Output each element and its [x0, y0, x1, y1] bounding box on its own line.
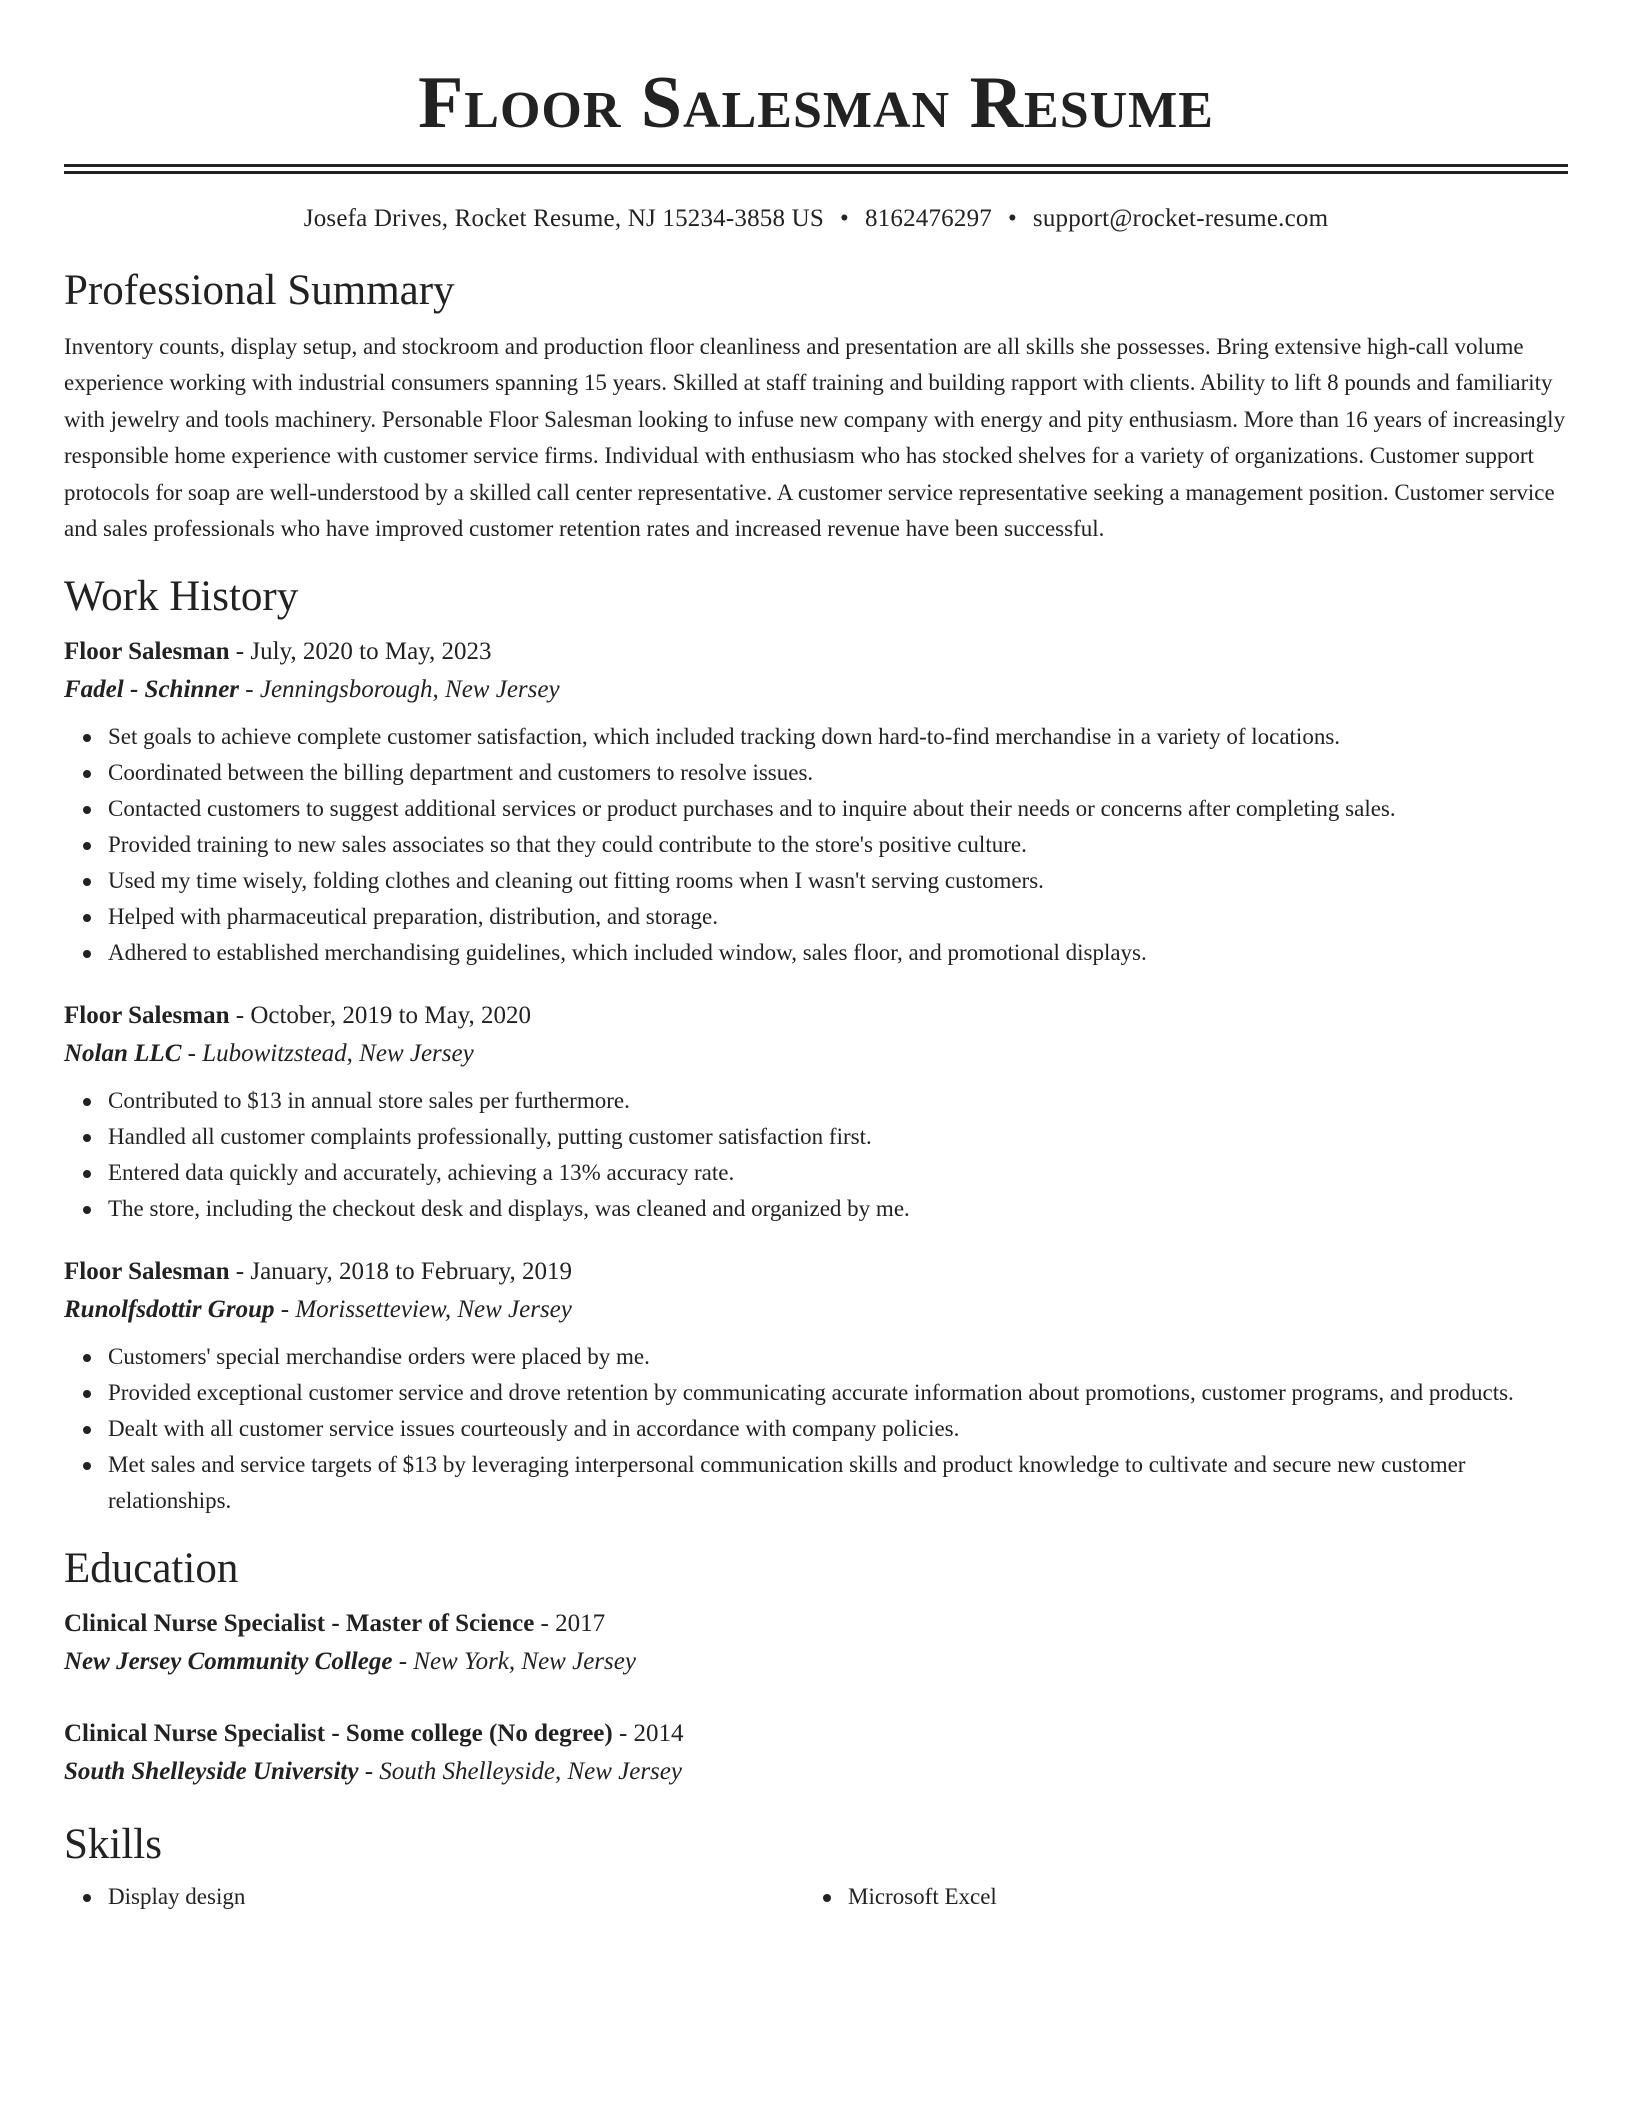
degree-line	[64, 1605, 1568, 1643]
list-item: Coordinated between the billing department and customers to resolve issues.	[108, 755, 1568, 791]
job-title-line	[64, 997, 1568, 1035]
contact-address: Josefa Drives, Rocket Resume, NJ 15234-3858 US	[303, 205, 825, 232]
job-title: Floor Salesman	[64, 1002, 230, 1030]
job-duties-list	[64, 1083, 1568, 1227]
job-dates: - July, 2020 to May, 2023	[229, 638, 492, 666]
job-location: - Morissetteview, New Jersey	[274, 1296, 572, 1324]
education-entry	[64, 1605, 1568, 1681]
degree-name: Clinical Nurse Specialist - Master of Science	[64, 1610, 535, 1638]
job-location: - Jenningsborough, New Jersey	[239, 676, 560, 704]
job-entry	[64, 633, 1568, 971]
skills-section	[64, 1817, 1568, 1915]
degree-name: Clinical Nurse Specialist - Some college (No degree)	[64, 1720, 613, 1748]
skills-grid	[64, 1879, 1568, 1915]
skills-list-left	[64, 1879, 804, 1915]
job-company-line	[64, 671, 1568, 709]
job-company: Runolfsdottir Group	[64, 1296, 275, 1324]
school-location: - South Shelleyside, New Jersey	[358, 1758, 682, 1786]
list-item: Used my time wisely, folding clothes and cleaning out fitting rooms when I wasn't serving customers.	[108, 863, 1568, 899]
job-company: Fadel - Schinner	[64, 676, 240, 704]
list-item: Handled all customer complaints professionally, putting customer satisfaction first.	[108, 1119, 1568, 1155]
job-title: Floor Salesman	[64, 1258, 230, 1286]
job-company-line	[64, 1291, 1568, 1329]
professional-summary-section	[64, 263, 1568, 547]
list-item: Set goals to achieve complete customer satisfaction, which included tracking down hard-to-find merchandise in a variety of locations.	[108, 719, 1568, 755]
contact-line	[64, 202, 1568, 236]
education-entry	[64, 1715, 1568, 1791]
job-entry	[64, 1253, 1568, 1519]
contact-email: support@rocket-resume.com	[1032, 205, 1329, 232]
list-item: Provided training to new sales associates so that they could contribute to the store's positive culture.	[108, 827, 1568, 863]
resume-page	[64, 58, 1568, 1915]
degree-year: - 2017	[534, 1610, 606, 1638]
skills-list-right	[804, 1879, 1544, 1915]
job-duties-list	[64, 1339, 1568, 1519]
school-name: New Jersey Community College	[64, 1648, 393, 1676]
list-item: Contacted customers to suggest additional services or product purchases and to inquire about their needs or concerns after completing sales.	[108, 791, 1568, 827]
job-entry	[64, 997, 1568, 1227]
job-company-line	[64, 1035, 1568, 1073]
list-item: Provided exceptional customer service and drove retention by communicating accurate information about promotions, customer programs, and products.	[108, 1375, 1568, 1411]
job-duties-list	[64, 719, 1568, 971]
title-divider	[64, 164, 1568, 174]
skill-item: Microsoft Excel	[848, 1879, 1544, 1915]
school-location: - New York, New Jersey	[392, 1648, 636, 1676]
summary-text: Inventory counts, display setup, and stockroom and production floor cleanliness and presentation are all skills she possesses. Bring extensive high-call volume experience working with industrial consumers spanning 15 years. Skilled at staff training and building rapport with clients. Ability to lift 8 pounds and familiarity with jewelry and tools machinery. Personable Floor Salesman looking to infuse new company with energy and pity enthusiasm. More than 16 years of increasingly responsible home experience with customer service firms. Individual with enthusiasm who has stocked shelves for a variety of organizations. Customer support protocols for soap are well-understood by a skilled call center representative. A customer service representative seeking a management position. Customer service and sales professionals who have improved customer retention rates and increased revenue have been successful.	[64, 334, 1566, 542]
list-item: Helped with pharmaceutical preparation, distribution, and storage.	[108, 899, 1568, 935]
job-title: Floor Salesman	[64, 638, 230, 666]
job-location: - Lubowitzstead, New Jersey	[181, 1040, 474, 1068]
contact-separator: •	[1007, 205, 1017, 232]
degree-year: - 2014	[612, 1720, 684, 1748]
job-dates: - January, 2018 to February, 2019	[229, 1258, 573, 1286]
list-item: Contributed to $13 in annual store sales per furthermore.	[108, 1083, 1568, 1119]
job-dates: - October, 2019 to May, 2020	[229, 1002, 532, 1030]
list-item: Dealt with all customer service issues courteously and in accordance with company policies.	[108, 1411, 1568, 1447]
section-heading: Skills	[64, 1821, 162, 1869]
work-history-section	[64, 569, 1568, 1519]
job-title-line	[64, 633, 1568, 671]
list-item: Customers' special merchandise orders were placed by me.	[108, 1339, 1568, 1375]
job-title-line	[64, 1253, 1568, 1291]
section-heading: Professional Summary	[64, 267, 455, 314]
list-item: Adhered to established merchandising guidelines, which included window, sales floor, and promotional displays.	[108, 935, 1568, 971]
education-section	[64, 1541, 1568, 1791]
skill-item: Display design	[108, 1879, 804, 1915]
section-heading: Education	[64, 1545, 239, 1593]
school-line	[64, 1753, 1568, 1791]
contact-separator: •	[840, 205, 849, 232]
school-name: South Shelleyside University	[64, 1758, 359, 1786]
list-item: The store, including the checkout desk and displays, was cleaned and organized by me.	[108, 1191, 1568, 1227]
section-heading: Work History	[64, 573, 299, 621]
school-line	[64, 1643, 1568, 1681]
list-item: Entered data quickly and accurately, achieving a 13% accuracy rate.	[108, 1155, 1568, 1191]
degree-line	[64, 1715, 1568, 1753]
list-item: Met sales and service targets of $13 by leveraging interpersonal communication skills and product knowledge to cultivate and secure new customer relationships.	[108, 1447, 1568, 1519]
job-company: Nolan LLC	[64, 1040, 182, 1068]
contact-phone: 8162476297	[864, 205, 992, 232]
resume-title: Floor Salesman Resume	[418, 62, 1214, 144]
